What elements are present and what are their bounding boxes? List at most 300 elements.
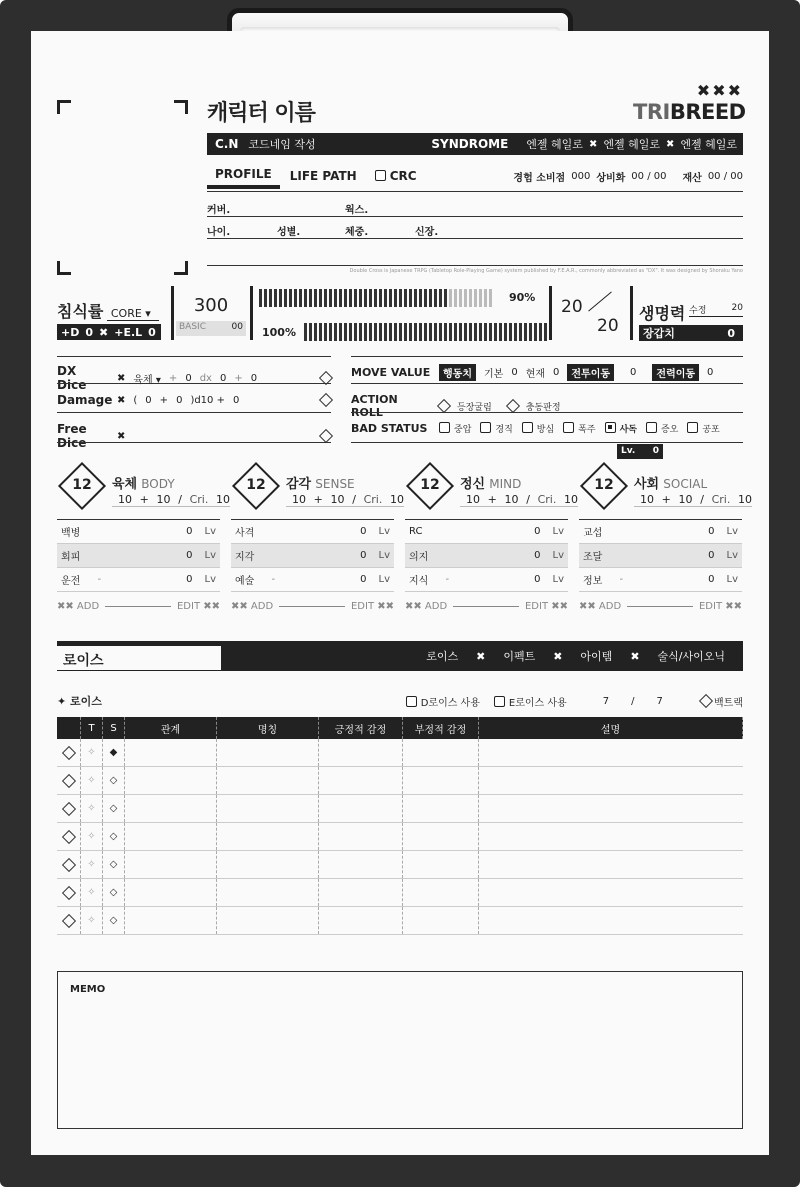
gauge-tick bbox=[394, 289, 397, 307]
dmg-c[interactable]: 0 bbox=[232, 394, 240, 406]
titus-toggle[interactable]: ✧ bbox=[81, 795, 103, 822]
lois-cell[interactable] bbox=[319, 879, 403, 906]
skill-row[interactable]: 회피 0 Lv bbox=[57, 544, 220, 568]
column-header: 긍정적 감정 bbox=[319, 717, 403, 739]
stat-crit[interactable]: 10 bbox=[737, 493, 752, 506]
lois-tab[interactable]: 로이스 bbox=[426, 650, 459, 663]
gauge-tick bbox=[484, 323, 487, 341]
lois-cell[interactable] bbox=[319, 795, 403, 822]
gauge-tick bbox=[384, 289, 387, 307]
gauge-tick bbox=[374, 289, 377, 307]
basic-box: BASIC 00 bbox=[176, 321, 246, 336]
move-current[interactable]: 0 bbox=[553, 367, 560, 378]
gauge-tick bbox=[449, 323, 452, 341]
lois-subbar: ✦ 로이스 D로이스 사용 E로이스 사용 7 / 7 백트랙 bbox=[57, 695, 743, 709]
gauge-pct-2: 100% bbox=[262, 326, 296, 339]
credit-text: Double Cross is Japanese TRPG (Tabletop Role-Playing Game) system published by F.E.A.R., commonly abbreviated as "DX". It was designed by Shoraku Yano bbox=[207, 265, 743, 274]
lois-cell[interactable] bbox=[403, 823, 479, 850]
gauge-tick bbox=[314, 289, 317, 307]
skill-row[interactable]: 교섭 0 Lv bbox=[579, 520, 742, 544]
dice-icon[interactable] bbox=[61, 885, 75, 899]
free-dice-row: Free Dice ✖ bbox=[57, 422, 331, 450]
cover-field[interactable]: 커버. bbox=[207, 205, 231, 216]
gauge-tick bbox=[329, 323, 332, 341]
lois-cell[interactable] bbox=[125, 795, 217, 822]
d-lois-checkbox[interactable] bbox=[406, 696, 417, 707]
dice-icon[interactable] bbox=[61, 773, 75, 787]
gauge-tick bbox=[354, 323, 357, 341]
skill-row[interactable]: 정보 - 0 Lv bbox=[579, 568, 742, 592]
erosion-mode-select[interactable]: CORE ▾ bbox=[107, 307, 159, 321]
gauge-tick bbox=[449, 289, 452, 307]
character-name[interactable]: 캐릭터 이름 bbox=[207, 101, 315, 126]
weight-field[interactable]: 체중. bbox=[345, 227, 369, 238]
hp-mod-value[interactable]: 20 bbox=[731, 303, 743, 313]
dice-icon[interactable] bbox=[61, 913, 75, 927]
gauge-tick bbox=[359, 289, 362, 307]
erosion-gauge-1 bbox=[259, 289, 492, 307]
profile-tabs bbox=[207, 161, 743, 191]
sublimation-toggle[interactable]: ◇ bbox=[103, 795, 125, 822]
gauge-tick bbox=[304, 289, 307, 307]
gauge-tick bbox=[544, 323, 547, 341]
table-row bbox=[57, 851, 743, 879]
tab-crc[interactable]: CRC bbox=[367, 165, 425, 187]
lois-cell[interactable] bbox=[217, 795, 319, 822]
stat-calc: 10 + 10 / Cri. 10 bbox=[460, 493, 578, 507]
gauge-tick bbox=[474, 289, 477, 307]
entry-roll[interactable]: 등장굴림 bbox=[457, 402, 492, 413]
sublimation-toggle[interactable]: ◇ bbox=[103, 823, 125, 850]
sublimation-toggle[interactable]: ◇ bbox=[103, 851, 125, 878]
lois-cell[interactable] bbox=[403, 851, 479, 878]
dice-icon[interactable] bbox=[61, 857, 75, 871]
x-icon: ✖ bbox=[476, 649, 486, 663]
dmg-a[interactable]: 0 bbox=[145, 394, 152, 406]
dice-icon[interactable] bbox=[61, 829, 75, 843]
bad-status-item[interactable]: 폭주 bbox=[563, 422, 595, 435]
stat-base[interactable]: 10 bbox=[292, 493, 306, 506]
gauge-tick bbox=[489, 289, 492, 307]
lois-cell[interactable] bbox=[217, 823, 319, 850]
gauge-tick bbox=[364, 289, 367, 307]
sex-field[interactable]: 성별. bbox=[277, 227, 301, 238]
gauge-tick bbox=[404, 289, 407, 307]
bad-status-item[interactable]: 중압 bbox=[439, 422, 471, 435]
lois-max[interactable]: 7 bbox=[656, 695, 663, 707]
skill-row[interactable]: 백병 0 Lv bbox=[57, 520, 220, 544]
titus-toggle[interactable]: ✧ bbox=[81, 907, 103, 934]
titus-toggle[interactable]: ✧ bbox=[81, 879, 103, 906]
portrait-frame[interactable] bbox=[57, 100, 188, 275]
gauge-tick bbox=[464, 289, 467, 307]
hp-label-row: 생명력 bbox=[639, 304, 686, 323]
gauge-tick bbox=[409, 289, 412, 307]
column-header: S bbox=[103, 717, 125, 739]
gauge-tick bbox=[484, 289, 487, 307]
skill-row[interactable]: 지식 - 0 Lv bbox=[405, 568, 568, 592]
skill-row[interactable]: 운전 - 0 Lv bbox=[57, 568, 220, 592]
syndrome-3[interactable]: 엔젤 헤일로 bbox=[680, 138, 737, 151]
gauge-tick bbox=[324, 323, 327, 341]
crc-checkbox[interactable] bbox=[375, 170, 386, 181]
gauge-tick bbox=[444, 289, 447, 307]
gauge-tick bbox=[519, 323, 522, 341]
gauge-tick bbox=[334, 289, 337, 307]
gauge-tick bbox=[539, 323, 542, 341]
gauge-tick bbox=[414, 323, 417, 341]
bad-status-item[interactable]: 방심 bbox=[522, 422, 554, 435]
sublimation-toggle[interactable]: ◆ bbox=[103, 739, 125, 766]
gauge-tick bbox=[419, 323, 422, 341]
memo-label: MEMO bbox=[70, 984, 106, 995]
gauge-tick bbox=[334, 323, 337, 341]
column-header: T bbox=[81, 717, 103, 739]
gauge-tick bbox=[379, 289, 382, 307]
gauge-tick bbox=[499, 323, 502, 341]
bad-status-checkbox[interactable] bbox=[522, 422, 533, 433]
gauge-tick bbox=[464, 323, 467, 341]
table-row bbox=[57, 879, 743, 907]
brand-logo bbox=[633, 81, 746, 124]
lois-header bbox=[57, 641, 743, 671]
wealth-value[interactable]: 00 / 00 bbox=[707, 170, 743, 182]
action-roll-row: ACTION ROLL 등장굴림 충동판정 bbox=[351, 393, 561, 419]
lois-cell[interactable] bbox=[217, 767, 319, 794]
gauge-tick bbox=[459, 323, 462, 341]
sublimation-toggle[interactable]: ◇ bbox=[103, 767, 125, 794]
dice-icon bbox=[506, 399, 520, 413]
stat-name: 감각 SENSE bbox=[286, 477, 355, 492]
lois-cell[interactable] bbox=[319, 767, 403, 794]
gauge-tick bbox=[434, 323, 437, 341]
tab-lifepath[interactable]: LIFE PATH bbox=[289, 169, 357, 183]
gauge-tick bbox=[269, 289, 272, 307]
height-field[interactable]: 신장. bbox=[415, 227, 439, 238]
sublimation-toggle[interactable]: ◇ bbox=[103, 907, 125, 934]
exp-summary: 경험 소비점 000 상비화 00 / 00 재산 00 / 00 bbox=[513, 170, 743, 184]
lois-cell[interactable] bbox=[479, 739, 743, 766]
gauge-tick bbox=[264, 289, 267, 307]
column-header bbox=[57, 717, 81, 739]
stock-value[interactable]: 00 / 00 bbox=[631, 170, 667, 182]
gauge-tick bbox=[424, 323, 427, 341]
damage-row: Damage ✖ ( 0 + 0 )d10 + 0 bbox=[57, 393, 331, 407]
lois-cell[interactable] bbox=[403, 879, 479, 906]
el-value[interactable]: 0 bbox=[148, 325, 156, 339]
dx-stat-select[interactable]: 육체 ▾ bbox=[133, 374, 161, 386]
gauge-tick bbox=[349, 323, 352, 341]
column-header: 부정적 감정 bbox=[403, 717, 479, 739]
titus-toggle[interactable]: ✧ bbox=[81, 739, 103, 766]
stat-bonus[interactable]: 10 bbox=[330, 493, 345, 506]
skill-row[interactable]: 조달 0 Lv bbox=[579, 544, 742, 568]
stat-dice-value: 12 bbox=[72, 477, 92, 493]
lois-cell[interactable] bbox=[217, 739, 319, 766]
tab-profile[interactable]: PROFILE bbox=[207, 163, 280, 189]
x-icon: ✖ bbox=[665, 138, 675, 150]
gauge-tick bbox=[509, 323, 512, 341]
bad-status-item[interactable]: 증오 bbox=[646, 422, 678, 435]
gauge-tick bbox=[384, 323, 387, 341]
lois-cell[interactable] bbox=[479, 907, 743, 934]
dx-b[interactable]: 0 bbox=[219, 372, 227, 384]
gauge-tick bbox=[344, 289, 347, 307]
lois-cell[interactable] bbox=[125, 767, 217, 794]
gauge-tick bbox=[479, 289, 482, 307]
memo-box[interactable] bbox=[57, 971, 743, 1129]
gauge-tick bbox=[494, 323, 497, 341]
titus-toggle[interactable]: ✧ bbox=[81, 851, 103, 878]
stat-dice-value: 12 bbox=[246, 477, 266, 493]
skill-row[interactable]: 사격 0 Lv bbox=[231, 520, 394, 544]
stat-crit[interactable]: 10 bbox=[563, 493, 578, 506]
gauge-tick bbox=[479, 323, 482, 341]
lois-tab[interactable]: 이펙트 bbox=[503, 650, 536, 663]
syndrome-1[interactable]: 엔젤 헤일로 bbox=[526, 138, 583, 151]
codename-bar bbox=[207, 133, 743, 155]
stat-crit[interactable]: 10 bbox=[389, 493, 404, 506]
bad-status-row: BAD STATUS 중압 경직 방심 폭주 사독 증오 공포 bbox=[351, 422, 720, 435]
initiative-chip: 행동치 bbox=[439, 364, 476, 381]
armor-bar: 장갑치 0 bbox=[639, 325, 743, 341]
bad-status-checkbox[interactable] bbox=[687, 422, 698, 433]
move-base[interactable]: 0 bbox=[511, 367, 518, 378]
gauge-tick bbox=[444, 323, 447, 341]
lois-cell[interactable] bbox=[479, 823, 743, 850]
lois-cell[interactable] bbox=[403, 795, 479, 822]
gauge-tick bbox=[439, 289, 442, 307]
stat-calc: 10 + 10 / Cri. 10 bbox=[112, 493, 230, 507]
syndrome-label: SYNDROME bbox=[431, 137, 509, 151]
lois-cell[interactable] bbox=[125, 879, 217, 906]
lois-cell[interactable] bbox=[125, 739, 217, 766]
full-move[interactable]: 0 bbox=[707, 367, 714, 378]
stat-dice-value: 12 bbox=[594, 477, 614, 493]
dice-icon[interactable] bbox=[61, 745, 75, 759]
works-field[interactable]: 웍스. bbox=[345, 205, 369, 216]
gauge-tick bbox=[399, 323, 402, 341]
character-sheet bbox=[31, 31, 769, 1155]
profile-line-1 bbox=[207, 197, 743, 217]
skill-row[interactable]: 예술 - 0 Lv bbox=[231, 568, 394, 592]
stat-calc: 10 + 10 / Cri. 10 bbox=[634, 493, 752, 507]
lois-cell[interactable] bbox=[217, 907, 319, 934]
gauge-tick bbox=[469, 323, 472, 341]
table-row bbox=[57, 907, 743, 935]
table-row bbox=[57, 767, 743, 795]
status-level[interactable]: Lv. 0 bbox=[617, 444, 663, 459]
gauge-tick bbox=[529, 323, 532, 341]
bad-status-item[interactable]: 공포 bbox=[687, 422, 719, 435]
gauge-tick bbox=[379, 323, 382, 341]
lois-cell[interactable] bbox=[125, 851, 217, 878]
gauge-tick bbox=[419, 289, 422, 307]
gauge-tick bbox=[274, 289, 277, 307]
gauge-tick bbox=[409, 323, 412, 341]
erosion-value[interactable]: 300 bbox=[193, 295, 229, 316]
gauge-tick bbox=[404, 323, 407, 341]
column-header: 관계 bbox=[125, 717, 217, 739]
edit-skill-button[interactable]: EDIT ✖✖ bbox=[524, 601, 568, 612]
gauge-tick bbox=[399, 289, 402, 307]
hp-max[interactable]: 20 bbox=[597, 316, 619, 336]
bad-status-checkbox[interactable] bbox=[605, 422, 616, 433]
dmg-b[interactable]: 0 bbox=[176, 394, 183, 406]
gauge-pct-1: 90% bbox=[509, 291, 536, 304]
lois-cell[interactable] bbox=[403, 767, 479, 794]
stat-bonus[interactable]: 10 bbox=[678, 493, 693, 506]
lois-cell[interactable] bbox=[479, 879, 743, 906]
armor-value[interactable]: 0 bbox=[727, 326, 735, 340]
hp-current[interactable]: 20 bbox=[561, 297, 583, 317]
gauge-tick bbox=[284, 289, 287, 307]
syndrome-2[interactable]: 엔젤 헤일로 bbox=[603, 138, 660, 151]
gauge-tick bbox=[369, 323, 372, 341]
stat-base[interactable]: 10 bbox=[640, 493, 654, 506]
d-value[interactable]: 0 bbox=[85, 325, 94, 339]
backtrack-icon bbox=[699, 693, 713, 707]
gauge-tick bbox=[309, 289, 312, 307]
add-skill-button[interactable]: ✖✖ ADD bbox=[579, 601, 622, 612]
gauge-tick bbox=[429, 289, 432, 307]
edit-skill-button[interactable]: EDIT ✖✖ bbox=[176, 601, 220, 612]
gauge-tick bbox=[474, 323, 477, 341]
lois-cell[interactable] bbox=[319, 907, 403, 934]
lois-count[interactable]: 7 bbox=[602, 695, 610, 707]
gauge-tick bbox=[374, 323, 377, 341]
gauge-tick bbox=[309, 323, 312, 341]
gauge-tick bbox=[434, 289, 437, 307]
lois-cell[interactable] bbox=[319, 851, 403, 878]
lois-tab[interactable]: 술식/사이오닉 bbox=[657, 650, 725, 663]
stat-crit[interactable]: 10 bbox=[215, 493, 230, 506]
lois-tab[interactable]: 아이템 bbox=[580, 650, 613, 663]
lois-cell[interactable] bbox=[479, 767, 743, 794]
e-lois-checkbox[interactable] bbox=[494, 696, 505, 707]
titus-toggle[interactable]: ✧ bbox=[81, 823, 103, 850]
sublimation-toggle[interactable]: ◇ bbox=[103, 879, 125, 906]
gauge-tick bbox=[339, 323, 342, 341]
bad-status-checkbox[interactable] bbox=[439, 422, 450, 433]
gauge-tick bbox=[489, 323, 492, 341]
dice-roll-icon[interactable] bbox=[319, 429, 333, 443]
lois-cell[interactable] bbox=[479, 851, 743, 878]
gauge-tick bbox=[414, 289, 417, 307]
lois-cell[interactable] bbox=[217, 851, 319, 878]
bad-status-checkbox[interactable] bbox=[646, 422, 657, 433]
battle-move[interactable]: 0 bbox=[630, 367, 637, 378]
gauge-tick bbox=[299, 289, 302, 307]
titus-toggle[interactable]: ✧ bbox=[81, 767, 103, 794]
gauge-tick bbox=[319, 323, 322, 341]
lois-cell[interactable] bbox=[403, 907, 479, 934]
lois-table-header bbox=[57, 717, 743, 739]
backtrack-button[interactable]: 백트랙 bbox=[714, 697, 743, 709]
hp-mod: 수정 20 bbox=[689, 303, 743, 316]
cn-label: C.N bbox=[215, 137, 239, 151]
dx-dice-row: DX Dice ✖ 육체 ▾ + 0 dx 0 + 0 bbox=[57, 364, 331, 392]
lois-table bbox=[57, 717, 743, 935]
gauge-tick bbox=[389, 289, 392, 307]
x-icon: ✖ bbox=[630, 649, 640, 663]
gauge-tick bbox=[394, 323, 397, 341]
gauge-tick bbox=[534, 323, 537, 341]
gauge-tick bbox=[329, 289, 332, 307]
stat-base[interactable]: 10 bbox=[118, 493, 132, 506]
codename-input[interactable]: 코드네임 작성 bbox=[248, 138, 316, 151]
stat-base[interactable]: 10 bbox=[466, 493, 480, 506]
lois-cell[interactable] bbox=[319, 823, 403, 850]
stat-name: 정신 MIND bbox=[460, 477, 522, 492]
add-skill-button[interactable]: ✖✖ ADD bbox=[231, 601, 274, 612]
add-skill-button[interactable]: ✖✖ ADD bbox=[57, 601, 100, 612]
gauge-tick bbox=[319, 289, 322, 307]
lois-title: 로이스 bbox=[57, 641, 221, 671]
table-row bbox=[57, 739, 743, 767]
bad-status-item[interactable]: 경직 bbox=[480, 422, 512, 435]
edit-skill-button[interactable]: EDIT ✖✖ bbox=[350, 601, 394, 612]
dx-a[interactable]: 0 bbox=[185, 372, 192, 384]
skill-row[interactable]: RC 0 Lv bbox=[405, 520, 568, 544]
add-skill-button[interactable]: ✖✖ ADD bbox=[405, 601, 448, 612]
gauge-tick bbox=[454, 323, 457, 341]
stat-name: 육체 BODY bbox=[112, 477, 175, 492]
gauge-tick bbox=[259, 289, 262, 307]
impulse-check[interactable]: 충동판정 bbox=[525, 402, 561, 413]
dice-roll-icon[interactable] bbox=[319, 393, 333, 407]
stat-bonus[interactable]: 10 bbox=[156, 493, 171, 506]
skill-row[interactable]: 의지 0 Lv bbox=[405, 544, 568, 568]
bad-status-item[interactable]: 사독 bbox=[605, 422, 637, 435]
dice-icon[interactable] bbox=[61, 801, 75, 815]
gauge-tick bbox=[324, 289, 327, 307]
gauge-tick bbox=[459, 289, 462, 307]
erosion-gauge-2 bbox=[304, 323, 547, 341]
column-header: 설명 bbox=[479, 717, 743, 739]
stat-dice-value: 12 bbox=[420, 477, 440, 493]
x-icon: ✖ bbox=[553, 649, 563, 663]
dice-icon bbox=[437, 399, 451, 413]
gauge-tick bbox=[454, 289, 457, 307]
dx-c[interactable]: 0 bbox=[250, 372, 258, 384]
basic-value[interactable]: 00 bbox=[231, 322, 243, 332]
lois-cell[interactable] bbox=[479, 795, 743, 822]
lois-cell[interactable] bbox=[217, 879, 319, 906]
lois-cell[interactable] bbox=[125, 823, 217, 850]
bad-status-checkbox[interactable] bbox=[563, 422, 574, 433]
gauge-tick bbox=[344, 323, 347, 341]
lois-cell[interactable] bbox=[403, 739, 479, 766]
skill-row[interactable]: 지각 0 Lv bbox=[231, 544, 394, 568]
bad-status-checkbox[interactable] bbox=[480, 422, 491, 433]
stat-bonus[interactable]: 10 bbox=[504, 493, 519, 506]
brand-marks: ✖✖✖ bbox=[696, 81, 743, 100]
lois-cell[interactable] bbox=[319, 739, 403, 766]
gauge-tick bbox=[289, 289, 292, 307]
erosion-label: 침식률 CORE ▾ bbox=[57, 299, 159, 322]
gauge-tick bbox=[354, 289, 357, 307]
edit-skill-button[interactable]: EDIT ✖✖ bbox=[698, 601, 742, 612]
table-row bbox=[57, 823, 743, 851]
exp-value[interactable]: 000 bbox=[571, 170, 591, 182]
age-field[interactable]: 나이. bbox=[207, 227, 231, 238]
gauge-tick bbox=[429, 323, 432, 341]
lois-cell[interactable] bbox=[125, 907, 217, 934]
gauge-tick bbox=[424, 289, 427, 307]
gauge-tick bbox=[279, 289, 282, 307]
brand-breed: BREED bbox=[669, 100, 746, 124]
